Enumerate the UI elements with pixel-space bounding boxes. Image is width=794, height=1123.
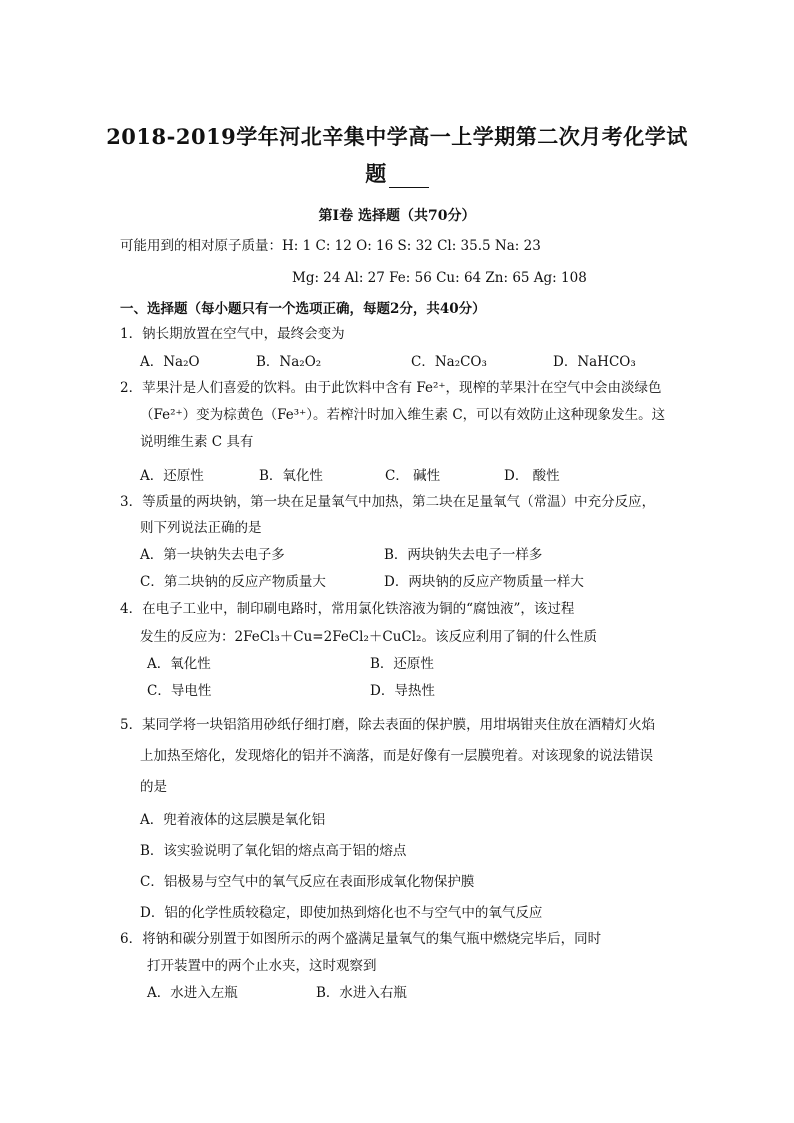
q3-option-d: D．两块钠的反应产物质量一样大 — [384, 574, 584, 590]
q5-option-c: C．铝极易与空气中的氧气反应在表面形成氧化物保护膜 — [140, 874, 475, 890]
title-blank-underline — [389, 167, 429, 188]
q3-option-c: C．第二块钠的反应产物质量大 — [140, 574, 326, 590]
q4-option-b: B．还原性 — [370, 656, 434, 672]
q3-stem-line2: 则下列说法正确的是 — [140, 520, 262, 536]
atomic-mass-line1: 可能用到的相对原子质量：H: 1 C: 12 O: 16 S: 32 Cl: 35.5 Na: 23 — [120, 238, 541, 254]
atomic-mass-line2: Mg: 24 Al: 27 Fe: 56 Cu: 64 Zn: 65 Ag: 108 — [292, 270, 587, 286]
q4-stem-line1: 4．在电子工业中，制印刷电路时，常用氯化铁溶液为铜的“腐蚀液”，该过程 — [120, 601, 575, 617]
q2-option-c: C． 碱性 — [385, 468, 441, 484]
q4-option-c: C．导电性 — [147, 683, 212, 699]
q5-stem-line3: 的是 — [140, 779, 167, 795]
q6-option-a: A．水进入左瓶 — [147, 985, 238, 1001]
q2-stem-line2: （Fe²⁺）变为棕黄色（Fe³⁺）。若榨汁时加入维生素 C，可以有效防止这种现象发生。这 — [140, 407, 666, 423]
q5-stem-line1: 5．某同学将一块铝箔用砂纸仔细打磨，除去表面的保护膜，用坩埚钳夹住放在酒精灯火焰 — [120, 717, 656, 733]
q1-option-b: B．Na₂O₂ — [256, 354, 322, 370]
q1-stem: 1．钠长期放置在空气中，最终会变为 — [120, 326, 345, 342]
q2-option-d: D． 酸性 — [504, 468, 560, 484]
q4-stem-line2: 发生的反应为：2FeCl₃＋Cu=2FeCl₂＋CuCl₂。该反应利用了铜的什么性质 — [140, 629, 597, 645]
q3-option-a: A．第一块钠失去电子多 — [140, 547, 285, 563]
section-heading: 第Ⅰ卷 选择题（共70分） — [318, 208, 476, 224]
q5-option-d: D．铝的化学性质较稳定，即使加热到熔化也不与空气中的氧气反应 — [140, 905, 543, 921]
q1-option-c: C．Na₂CO₃ — [411, 354, 487, 370]
q6-stem-line1: 6．将钠和碳分别置于如图所示的两个盛满足量氧气的集气瓶中燃烧完毕后，同时 — [120, 931, 602, 947]
q5-option-a: A．兜着液体的这层膜是氧化铝 — [140, 812, 326, 828]
q3-stem-line1: 3．等质量的两块钠，第一块在足量氧气中加热，第二块在足量氧气（常温）中充分反应， — [120, 494, 656, 510]
q6-stem-line2: 打开装置中的两个止水夹，这时观察到 — [147, 958, 377, 974]
part1-header: 一、选择题（每小题只有一个选项正确，每题2分，共40分） — [120, 301, 486, 317]
q2-stem-line1: 2．苹果汁是人们喜爱的饮料。由于此饮料中含有 Fe²⁺，现榨的苹果汁在空气中会由淡绿色 — [120, 380, 662, 396]
exam-title-line1: 2018-2019学年河北辛集中学高一上学期第二次月考化学试 — [106, 124, 688, 149]
q4-option-d: D．导热性 — [370, 683, 435, 699]
q6-option-b: B．水进入右瓶 — [316, 985, 407, 1001]
exam-title-line2 — [0, 158, 794, 188]
exam-title-line2-text: 题 — [365, 161, 387, 186]
q2-option-b: B．氧化性 — [259, 468, 323, 484]
q2-stem-line3: 说明维生素 C 具有 — [140, 434, 254, 450]
q5-option-b: B．该实验说明了氧化铝的熔点高于铝的熔点 — [140, 843, 407, 859]
q3-option-b: B．两块钠失去电子一样多 — [384, 547, 543, 563]
q2-option-a: A．还原性 — [140, 468, 204, 484]
q5-stem-line2: 上加热至熔化，发现熔化的铝并不滴落，而是好像有一层膜兜着。对该现象的说法错误 — [140, 748, 653, 764]
q4-option-a: A．氧化性 — [147, 656, 211, 672]
q1-option-d: D．NaHCO₃ — [553, 354, 636, 370]
q1-option-a: A．Na₂O — [140, 354, 200, 370]
